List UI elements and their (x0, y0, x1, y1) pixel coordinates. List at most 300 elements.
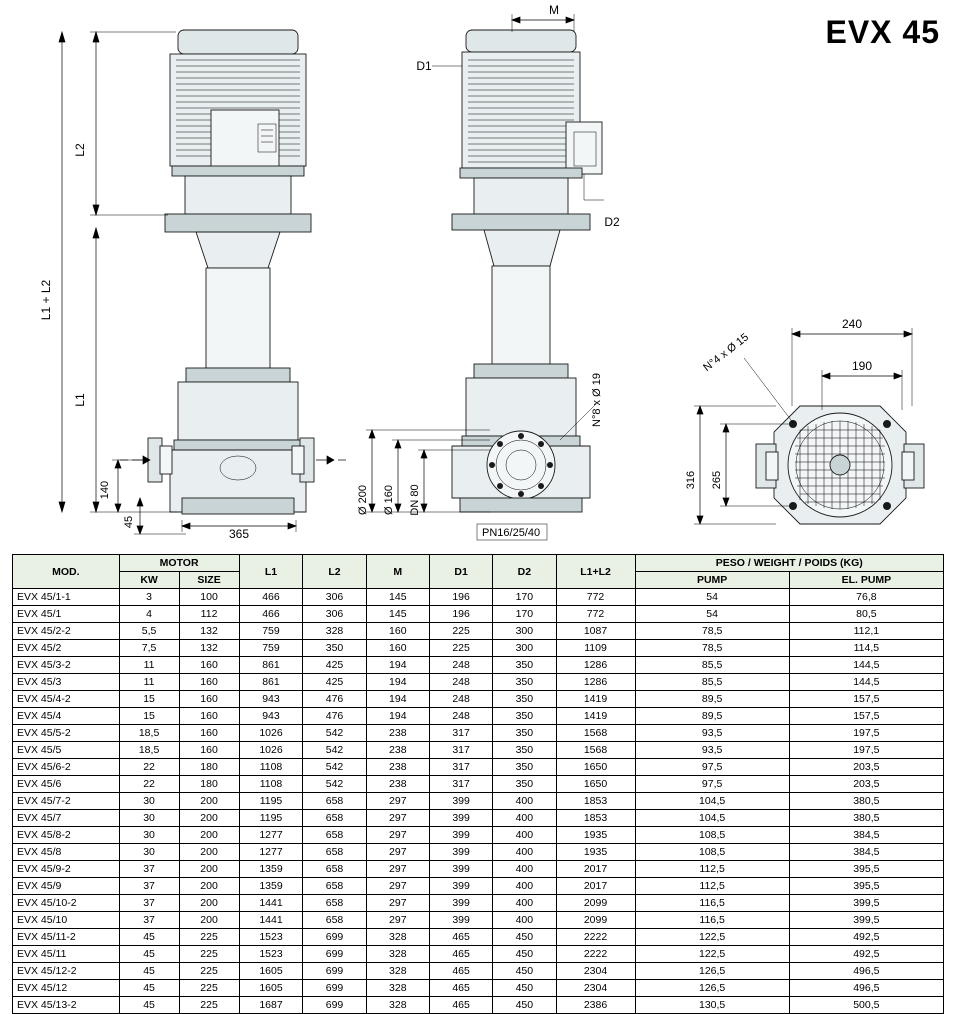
header-pump: PUMP (635, 572, 789, 589)
label-365: 365 (228, 527, 250, 541)
table-row (13, 946, 944, 963)
cell-value: 170 (493, 606, 556, 623)
cell-value: 1523 (239, 929, 303, 946)
cell-value: 1441 (239, 895, 303, 912)
cell-value: 145 (366, 589, 429, 606)
cell-value: 1441 (239, 912, 303, 929)
cell-value: 30 (119, 810, 179, 827)
cell-value: 1087 (556, 623, 635, 640)
cell-value: 476 (303, 691, 366, 708)
cell-value: 496,5 (789, 980, 943, 997)
cell-value: 225 (179, 929, 239, 946)
label-phi160: Ø 160 (383, 485, 395, 515)
cell-model: EVX 45/8-2 (13, 827, 120, 844)
cell-model: EVX 45/10 (13, 912, 120, 929)
cell-value: 328 (366, 946, 429, 963)
cell-value: 297 (366, 844, 429, 861)
cell-value: 78,5 (635, 623, 789, 640)
cell-value: 328 (366, 929, 429, 946)
cell-value: 200 (179, 844, 239, 861)
cell-value: 200 (179, 878, 239, 895)
table-row (13, 929, 944, 946)
cell-value: 317 (429, 759, 492, 776)
cell-value: 350 (493, 691, 556, 708)
cell-value: 297 (366, 878, 429, 895)
label-dn80: DN 80 (409, 484, 421, 516)
cell-value: 699 (303, 963, 366, 980)
cell-value: 160 (179, 691, 239, 708)
cell-value: 1935 (556, 844, 635, 861)
cell-value: 200 (179, 810, 239, 827)
header-l1: L1 (239, 555, 303, 589)
cell-value: 200 (179, 793, 239, 810)
cell-value: 145 (366, 606, 429, 623)
cell-value: 400 (493, 810, 556, 827)
cell-model: EVX 45/1 (13, 606, 120, 623)
table-row (13, 793, 944, 810)
cell-value: 78,5 (635, 640, 789, 657)
cell-model: EVX 45/7 (13, 810, 120, 827)
cell-value: 22 (119, 776, 179, 793)
cell-value: 194 (366, 708, 429, 725)
label-D2: D2 (604, 215, 620, 229)
cell-value: 132 (179, 640, 239, 657)
cell-value: 132 (179, 623, 239, 640)
table-header-row-1 (13, 555, 944, 572)
cell-value: 37 (119, 861, 179, 878)
cell-value: 45 (119, 997, 179, 1014)
cell-value: 328 (366, 997, 429, 1014)
cell-value: 400 (493, 793, 556, 810)
cell-value: 76,8 (789, 589, 943, 606)
cell-model: EVX 45/5-2 (13, 725, 120, 742)
cell-value: 37 (119, 878, 179, 895)
cell-value: 699 (303, 997, 366, 1014)
cell-value: 122,5 (635, 946, 789, 963)
cell-value: 85,5 (635, 674, 789, 691)
cell-value: 425 (303, 674, 366, 691)
cell-value: 328 (366, 963, 429, 980)
cell-model: EVX 45/11-2 (13, 929, 120, 946)
label-L2: L2 (73, 143, 87, 157)
cell-value: 116,5 (635, 895, 789, 912)
cell-value: 658 (303, 861, 366, 878)
cell-value: 1568 (556, 742, 635, 759)
cell-model: EVX 45/9-2 (13, 861, 120, 878)
cell-value: 225 (179, 946, 239, 963)
cell-value: 542 (303, 742, 366, 759)
cell-value: 15 (119, 691, 179, 708)
cell-value: 197,5 (789, 742, 943, 759)
cell-value: 30 (119, 793, 179, 810)
cell-value: 1568 (556, 725, 635, 742)
cell-value: 248 (429, 674, 492, 691)
table-row (13, 657, 944, 674)
cell-value: 658 (303, 793, 366, 810)
cell-value: 399 (429, 895, 492, 912)
table-row (13, 895, 944, 912)
cell-value: 160 (366, 623, 429, 640)
cell-value: 100 (179, 589, 239, 606)
cell-value: 450 (493, 980, 556, 997)
cell-model: EVX 45/7-2 (13, 793, 120, 810)
specifications-table (12, 554, 944, 1014)
cell-value: 225 (179, 980, 239, 997)
cell-value: 225 (429, 640, 492, 657)
cell-value: 160 (179, 674, 239, 691)
cell-value: 450 (493, 946, 556, 963)
cell-value: 160 (179, 657, 239, 674)
cell-value: 1523 (239, 946, 303, 963)
cell-value: 492,5 (789, 929, 943, 946)
cell-value: 476 (303, 708, 366, 725)
table-row (13, 589, 944, 606)
cell-value: 1687 (239, 997, 303, 1014)
cell-value: 658 (303, 827, 366, 844)
cell-value: 203,5 (789, 759, 943, 776)
cell-value: 194 (366, 691, 429, 708)
cell-model: EVX 45/10-2 (13, 895, 120, 912)
table-row (13, 674, 944, 691)
cell-value: 160 (366, 640, 429, 657)
cell-value: 400 (493, 844, 556, 861)
cell-value: 5,5 (119, 623, 179, 640)
cell-model: EVX 45/2 (13, 640, 120, 657)
cell-value: 450 (493, 997, 556, 1014)
cell-value: 1108 (239, 759, 303, 776)
cell-value: 157,5 (789, 691, 943, 708)
cell-value: 496,5 (789, 963, 943, 980)
cell-value: 18,5 (119, 742, 179, 759)
cell-model: EVX 45/13-2 (13, 997, 120, 1014)
table-row (13, 691, 944, 708)
header-d2: D2 (493, 555, 556, 589)
cell-value: 399 (429, 844, 492, 861)
cell-value: 122,5 (635, 929, 789, 946)
label-phi200: Ø 200 (357, 485, 369, 515)
cell-value: 1286 (556, 674, 635, 691)
cell-value: 1277 (239, 827, 303, 844)
table-row (13, 776, 944, 793)
cell-value: 699 (303, 929, 366, 946)
cell-value: 180 (179, 759, 239, 776)
cell-value: 30 (119, 827, 179, 844)
cell-value: 400 (493, 861, 556, 878)
cell-value: 116,5 (635, 912, 789, 929)
table-row (13, 742, 944, 759)
cell-value: 384,5 (789, 844, 943, 861)
cell-model: EVX 45/1-1 (13, 589, 120, 606)
cell-value: 225 (429, 623, 492, 640)
cell-value: 200 (179, 861, 239, 878)
cell-value: 425 (303, 657, 366, 674)
cell-value: 450 (493, 929, 556, 946)
front-view (452, 30, 602, 512)
table-row (13, 725, 944, 742)
cell-value: 45 (119, 963, 179, 980)
cell-value: 699 (303, 946, 366, 963)
cell-value: 89,5 (635, 708, 789, 725)
cell-value: 108,5 (635, 827, 789, 844)
cell-value: 37 (119, 912, 179, 929)
label-M: M (549, 3, 559, 17)
cell-value: 542 (303, 759, 366, 776)
cell-value: 297 (366, 810, 429, 827)
cell-value: 350 (493, 742, 556, 759)
cell-value: 112 (179, 606, 239, 623)
cell-value: 465 (429, 946, 492, 963)
cell-value: 350 (493, 776, 556, 793)
cell-value: 126,5 (635, 963, 789, 980)
cell-value: 297 (366, 895, 429, 912)
cell-model: EVX 45/4-2 (13, 691, 120, 708)
cell-value: 380,5 (789, 810, 943, 827)
cell-value: 45 (119, 929, 179, 946)
cell-value: 399,5 (789, 895, 943, 912)
label-holes-4: N°4 x Ø 15 (701, 331, 752, 374)
cell-value: 466 (239, 589, 303, 606)
cell-value: 37 (119, 895, 179, 912)
cell-value: 2099 (556, 912, 635, 929)
top-view (756, 406, 924, 524)
cell-value: 350 (493, 657, 556, 674)
cell-value: 306 (303, 606, 366, 623)
cell-value: 248 (429, 657, 492, 674)
cell-value: 943 (239, 691, 303, 708)
cell-value: 203,5 (789, 776, 943, 793)
cell-value: 350 (493, 674, 556, 691)
cell-value: 112,5 (635, 878, 789, 895)
cell-value: 772 (556, 606, 635, 623)
cell-value: 306 (303, 589, 366, 606)
cell-value: 238 (366, 742, 429, 759)
cell-value: 1195 (239, 793, 303, 810)
cell-value: 1026 (239, 725, 303, 742)
cell-value: 112,5 (635, 861, 789, 878)
cell-value: 400 (493, 912, 556, 929)
label-L1: L1 (73, 393, 87, 407)
header-motor: MOTOR (119, 555, 239, 572)
cell-model: EVX 45/5 (13, 742, 120, 759)
cell-value: 114,5 (789, 640, 943, 657)
cell-value: 465 (429, 997, 492, 1014)
cell-value: 97,5 (635, 776, 789, 793)
header-l1-plus-l2: L1+L2 (556, 555, 635, 589)
cell-value: 93,5 (635, 725, 789, 742)
cell-value: 194 (366, 674, 429, 691)
cell-value: 1853 (556, 810, 635, 827)
cell-value: 297 (366, 912, 429, 929)
header-d1: D1 (429, 555, 492, 589)
table-row (13, 861, 944, 878)
cell-value: 15 (119, 708, 179, 725)
table-row (13, 708, 944, 725)
header-l2: L2 (303, 555, 366, 589)
cell-value: 658 (303, 895, 366, 912)
cell-value: 1605 (239, 963, 303, 980)
table-row (13, 827, 944, 844)
cell-value: 492,5 (789, 946, 943, 963)
cell-value: 238 (366, 759, 429, 776)
table-row (13, 980, 944, 997)
cell-value: 93,5 (635, 742, 789, 759)
cell-value: 80,5 (789, 606, 943, 623)
cell-value: 45 (119, 980, 179, 997)
cell-value: 943 (239, 708, 303, 725)
cell-value: 2222 (556, 929, 635, 946)
cell-value: 4 (119, 606, 179, 623)
cell-value: 350 (493, 725, 556, 742)
cell-value: 85,5 (635, 657, 789, 674)
cell-value: 861 (239, 674, 303, 691)
cell-value: 18,5 (119, 725, 179, 742)
cell-value: 400 (493, 878, 556, 895)
cell-value: 197,5 (789, 725, 943, 742)
cell-value: 2222 (556, 946, 635, 963)
cell-value: 238 (366, 776, 429, 793)
label-240: 240 (841, 317, 863, 331)
cell-value: 466 (239, 606, 303, 623)
cell-value: 196 (429, 606, 492, 623)
cell-value: 1359 (239, 861, 303, 878)
cell-value: 400 (493, 895, 556, 912)
cell-value: 300 (493, 640, 556, 657)
label-holes-8: N°8 x Ø 19 (591, 373, 603, 427)
cell-value: 225 (179, 963, 239, 980)
cell-value: 1419 (556, 691, 635, 708)
cell-value: 54 (635, 589, 789, 606)
cell-model: EVX 45/12-2 (13, 963, 120, 980)
cell-value: 130,5 (635, 997, 789, 1014)
cell-model: EVX 45/12 (13, 980, 120, 997)
cell-value: 160 (179, 725, 239, 742)
cell-value: 542 (303, 776, 366, 793)
cell-value: 399 (429, 810, 492, 827)
table-row (13, 844, 944, 861)
cell-value: 126,5 (635, 980, 789, 997)
cell-value: 350 (493, 708, 556, 725)
cell-value: 465 (429, 929, 492, 946)
cell-value: 2099 (556, 895, 635, 912)
label-316: 316 (685, 470, 697, 490)
cell-value: 658 (303, 810, 366, 827)
cell-value: 465 (429, 980, 492, 997)
header-weight: PESO / WEIGHT / POIDS (KG) (635, 555, 943, 572)
cell-value: 317 (429, 742, 492, 759)
cell-model: EVX 45/3-2 (13, 657, 120, 674)
header-kw: KW (119, 572, 179, 589)
cell-value: 1277 (239, 844, 303, 861)
cell-value: 317 (429, 776, 492, 793)
cell-value: 108,5 (635, 844, 789, 861)
cell-model: EVX 45/2-2 (13, 623, 120, 640)
cell-value: 384,5 (789, 827, 943, 844)
header-m: M (366, 555, 429, 589)
cell-value: 350 (303, 640, 366, 657)
cell-value: 157,5 (789, 708, 943, 725)
cell-value: 1026 (239, 742, 303, 759)
header-size: SIZE (179, 572, 239, 589)
cell-value: 400 (493, 827, 556, 844)
cell-model: EVX 45/3 (13, 674, 120, 691)
cell-value: 170 (493, 589, 556, 606)
table-row (13, 640, 944, 657)
cell-value: 1419 (556, 708, 635, 725)
label-L1-plus-L2: L1 + L2 (39, 279, 53, 321)
cell-value: 2304 (556, 963, 635, 980)
cell-value: 3 (119, 589, 179, 606)
cell-value: 399,5 (789, 912, 943, 929)
cell-value: 399 (429, 878, 492, 895)
cell-value: 465 (429, 963, 492, 980)
cell-value: 196 (429, 589, 492, 606)
cell-value: 1650 (556, 759, 635, 776)
cell-value: 45 (119, 946, 179, 963)
cell-value: 200 (179, 827, 239, 844)
cell-value: 248 (429, 708, 492, 725)
cell-value: 104,5 (635, 810, 789, 827)
cell-value: 297 (366, 793, 429, 810)
cell-value: 11 (119, 674, 179, 691)
cell-value: 395,5 (789, 861, 943, 878)
cell-value: 2304 (556, 980, 635, 997)
cell-value: 160 (179, 708, 239, 725)
cell-value: 2017 (556, 878, 635, 895)
cell-value: 1853 (556, 793, 635, 810)
cell-value: 658 (303, 912, 366, 929)
cell-value: 1605 (239, 980, 303, 997)
cell-value: 112,1 (789, 623, 943, 640)
table-row (13, 623, 944, 640)
cell-value: 200 (179, 895, 239, 912)
cell-value: 861 (239, 657, 303, 674)
cell-value: 200 (179, 912, 239, 929)
cell-value: 399 (429, 861, 492, 878)
cell-value: 11 (119, 657, 179, 674)
cell-value: 399 (429, 793, 492, 810)
cell-value: 658 (303, 844, 366, 861)
cell-value: 300 (493, 623, 556, 640)
cell-value: 144,5 (789, 657, 943, 674)
label-140: 140 (99, 480, 111, 500)
cell-value: 1359 (239, 878, 303, 895)
cell-model: EVX 45/6 (13, 776, 120, 793)
table-row (13, 606, 944, 623)
cell-model: EVX 45/4 (13, 708, 120, 725)
cell-value: 772 (556, 589, 635, 606)
cell-model: EVX 45/11 (13, 946, 120, 963)
header-mod: MOD. (13, 555, 120, 589)
side-view (120, 30, 346, 514)
cell-value: 350 (493, 759, 556, 776)
cell-value: 2017 (556, 861, 635, 878)
cell-value: 225 (179, 997, 239, 1014)
cell-value: 317 (429, 725, 492, 742)
cell-model: EVX 45/6-2 (13, 759, 120, 776)
table-row (13, 810, 944, 827)
cell-value: 1650 (556, 776, 635, 793)
label-45: 45 (123, 515, 135, 529)
table-body (13, 589, 944, 1014)
header-el-pump: EL. PUMP (789, 572, 943, 589)
cell-value: 450 (493, 963, 556, 980)
cell-value: 30 (119, 844, 179, 861)
cell-value: 297 (366, 861, 429, 878)
cell-value: 2386 (556, 997, 635, 1014)
table-row (13, 878, 944, 895)
cell-value: 759 (239, 640, 303, 657)
cell-value: 658 (303, 878, 366, 895)
